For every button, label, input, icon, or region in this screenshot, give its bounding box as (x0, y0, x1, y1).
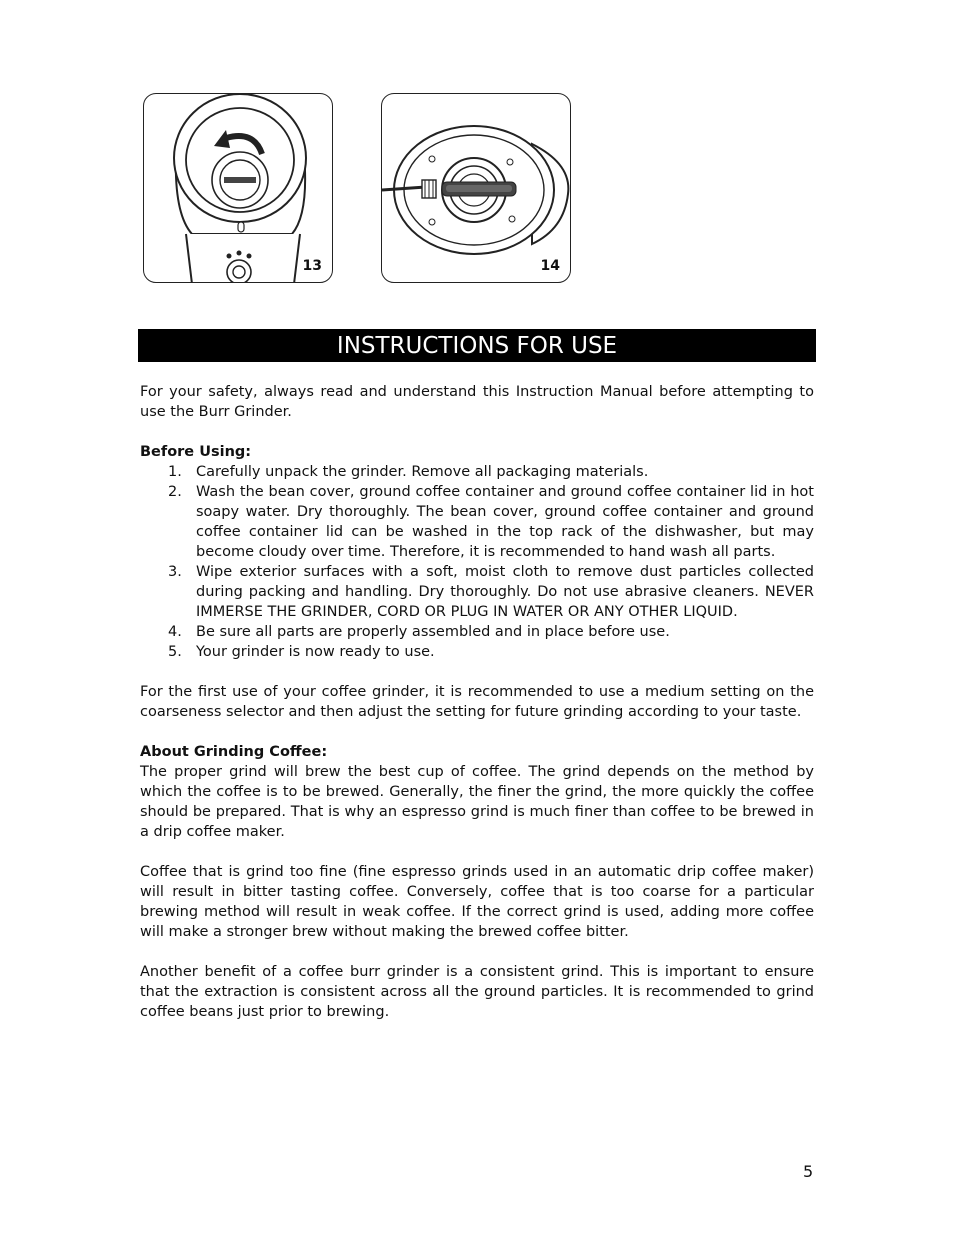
burr-cleaning-brush-illustration (382, 94, 571, 283)
before-using-heading: Before Using: (140, 444, 252, 460)
list-item: 2. Wash the bean cover, ground coffee container and ground coffee container lid in hot soapy water. Dry thoroughly. The bean cover, ground coffee container and ground coffee container lid can be washed in the top rack of the dishwasher, but may become cloudy over time. Therefore, it is recommended to hand wash all parts. (168, 484, 814, 560)
intro-paragraph: For your safety, always read and understand this Instruction Manual before attempting to use the Burr Grinder. (140, 384, 814, 420)
grinding-paragraph: Another benefit of a coffee burr grinder is a consistent grind. This is important to ensure that the extraction is consistent across all the ground particles. It is recommended to grind coffee beans just prior to brewing. (140, 964, 814, 1020)
grinding-paragraph: Coffee that is grind too fine (fine espresso grinds used in an automatic drip coffee maker) will result in bitter tasting coffee. Conversely, coffee that is too coarse for a particular brewing method will result in weak coffee. If the correct grind is used, adding more coffee will make a stronger brew without making the brewed coffee bitter. (140, 864, 814, 940)
list-item: 4. Be sure all parts are properly assembled and in place before use. (168, 624, 670, 640)
first-use-paragraph: For the first use of your coffee grinder, it is recommended to use a medium setting on the coarseness selector and then adjust the setting for future grinding according to your taste. (140, 684, 814, 720)
figure-number: 14 (540, 258, 560, 274)
list-item: 5. Your grinder is now ready to use. (168, 644, 435, 660)
page-number: 5 (803, 1162, 814, 1181)
list-item: 1. Carefully unpack the grinder. Remove all packaging materials. (168, 464, 649, 480)
list-item: 3. Wipe exterior surfaces with a soft, moist cloth to remove dust particles collected during packing and handling. Dry thoroughly. Do not use abrasive cleaners. NEVER IMMERSE THE GRINDER, CORD OR PLUG IN WATER OR ANY OTHER LIQUID. (168, 564, 814, 620)
section-title: INSTRUCTIONS FOR USE (138, 329, 816, 362)
about-grinding-heading: About Grinding Coffee: (140, 744, 328, 760)
figure-13 (143, 93, 333, 283)
figure-14 (381, 93, 571, 283)
before-using-steps (140, 462, 814, 662)
grinding-paragraph: The proper grind will brew the best cup of coffee. The grind depends on the method by which the coffee is to be brewed. Generally, the finer the grind, the more quickly the coffee should be prepared. That is why an espresso grind is much finer than coffee to be brewed in a drip coffee maker. (140, 764, 814, 840)
main-content (140, 382, 814, 1042)
grinder-top-rotate-illustration (144, 94, 333, 283)
figure-number: 13 (302, 258, 322, 274)
